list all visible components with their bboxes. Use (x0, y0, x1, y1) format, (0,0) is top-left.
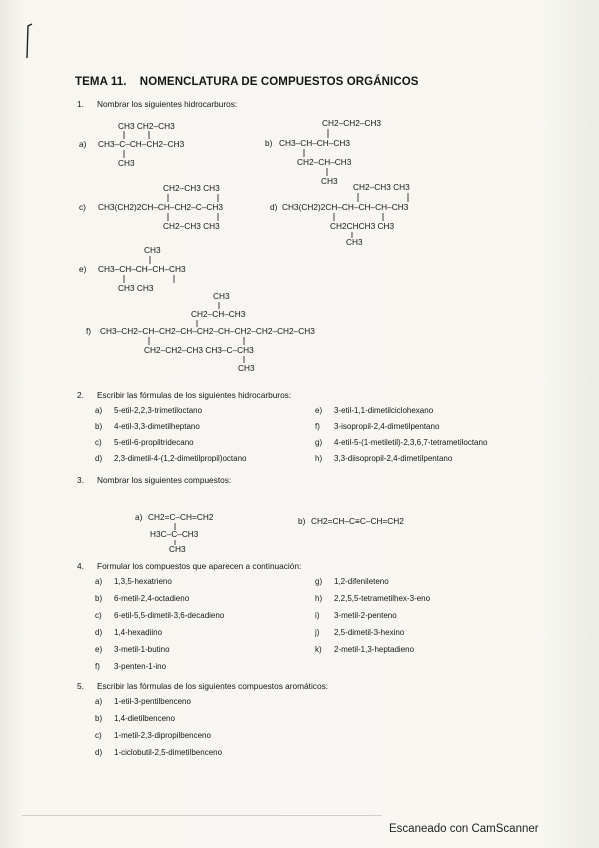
formula-3a (135, 512, 214, 554)
item-label: d) (95, 748, 103, 757)
item-label: a) (95, 697, 103, 706)
item-text: 4-etil-5-(1-metiletil)-2,3,6,7-tetrametiloctano (334, 438, 488, 447)
formula-bottom: CH2–CH2–CH3 CH3–C–CH3 (144, 345, 254, 355)
formula-main: CH3(CH2)2CH–CH–CH–CH–CH3 (282, 202, 409, 212)
item-label: f) (315, 422, 320, 431)
title-text: NOMENCLATURA DE COMPUESTOS ORGÁNICOS (139, 76, 419, 88)
item-label: c) (95, 731, 102, 740)
formula-side: H3C–C–CH3 (150, 529, 199, 539)
formula-1b (265, 118, 381, 186)
item-text: 3,3-diisopropil-2,4-dimetilpentano (334, 454, 453, 463)
item-text: 2,5-dimetil-3-hexino (334, 628, 405, 637)
formula-top2: CH2–CH–CH3 (191, 309, 246, 319)
item-text: 1-ciclobutil-2,5-dimetilbenceno (114, 748, 223, 757)
formula-label: b) (298, 516, 306, 526)
item-text: 3-etil-1,1-dimetilciclohexano (334, 406, 434, 415)
item-text: 5-etil-6-propiltridecano (114, 438, 194, 447)
item-label: g) (315, 438, 323, 447)
formula-main: CH3–CH2–CH–CH2–CH–CH2–CH–CH2–CH2–CH2–CH3 (100, 326, 315, 336)
item-text: 1,4-dietilbenceno (114, 714, 175, 723)
formula-label: c) (79, 202, 86, 212)
item-text: 1,4-hexadiino (114, 628, 163, 637)
item-label: k) (315, 645, 322, 654)
question-text: Formular los compuestos que aparecen a continuación: (97, 561, 302, 571)
question-number: 3. (77, 475, 84, 485)
formula-label: d) (270, 202, 278, 212)
item-text: 3-penten-1-ino (114, 662, 167, 671)
item-label: i) (315, 611, 320, 620)
formula-bottom: CH3 (321, 176, 338, 186)
item-text: 5-etil-2,2,3-trimetiloctano (114, 406, 203, 415)
formula-main: CH3(CH2)2CH–CH–CH2–C–CH3 (98, 202, 223, 212)
formula-top: CH3 (144, 245, 161, 255)
title-number: TEMA 11. (75, 76, 127, 88)
formula-top: CH2–CH2–CH3 (322, 118, 382, 128)
item-label: j) (315, 628, 320, 637)
question-number: 4. (77, 561, 84, 571)
item-label: b) (95, 714, 103, 723)
formula-1f (86, 291, 315, 373)
item-text: 2-metil-1,3-heptadieno (334, 645, 415, 654)
question-text: Escribir las fórmulas de los siguientes hidrocarburos: (97, 390, 292, 400)
item-text: 1-etil-3-pentilbenceno (114, 697, 191, 706)
formula-main: CH3–CH–CH–CH3 (279, 138, 351, 148)
item-text: 3-metil-1-butino (114, 645, 170, 654)
item-text: 4-etil-3,3-dimetilheptano (114, 422, 200, 431)
item-label: h) (315, 454, 323, 463)
formula-label: a) (79, 139, 87, 149)
item-label: e) (315, 406, 323, 415)
formula-bottom: CH3 (118, 158, 135, 168)
formula-label: f) (86, 326, 92, 336)
formula-1c (79, 183, 223, 231)
question-text: Nombrar los siguientes compuestos: (97, 475, 232, 485)
formula-main: CH2=C–CH=CH2 (148, 512, 214, 522)
formula-bottom2: CH3 (346, 237, 363, 247)
question-number: 5. (77, 681, 84, 691)
item-text: 6-metil-2,4-octadieno (114, 594, 190, 603)
scan-edge-line (22, 815, 382, 816)
item-label: b) (95, 422, 103, 431)
item-label: g) (315, 577, 323, 586)
item-text: 6-etil-5,5-dimetil-3,6-decadieno (114, 611, 225, 620)
formula-main: CH2=CH–C≡C–CH=CH2 (311, 516, 404, 526)
formula-1a (79, 121, 185, 168)
item-label: a) (95, 577, 103, 586)
item-text: 3-metil-2-penteno (334, 611, 397, 620)
formula-top: CH2–CH3 CH3 (353, 182, 410, 192)
item-label: c) (95, 611, 102, 620)
item-label: a) (95, 406, 103, 415)
formula-mid: CH2–CH–CH3 (297, 157, 352, 167)
item-label: d) (95, 628, 103, 637)
item-text: 1,3,5-hexatrieno (114, 577, 172, 586)
formula-top: CH2–CH3 CH3 (163, 183, 220, 193)
item-label: d) (95, 454, 103, 463)
formula-bottom: CH3 CH3 (118, 283, 154, 293)
item-label: f) (95, 662, 100, 671)
scanner-watermark: Escaneado con CamScanner (389, 823, 539, 835)
item-text: 1,2-difenileteno (334, 577, 389, 586)
formula-bottom: CH2–CH3 CH3 (163, 221, 220, 231)
question-text: Nombrar los siguientes hidrocarburos: (97, 99, 238, 109)
question-text: Escribir las fórmulas de los siguientes compuestos aromáticos: (97, 681, 329, 691)
item-label: b) (95, 594, 103, 603)
formula-bottom: CH2CHCH3 CH3 (330, 221, 395, 231)
item-text: 1-metil-2,3-dipropilbenceno (114, 731, 211, 740)
formula-3b (298, 516, 404, 526)
formula-top: CH3 CH2–CH3 (118, 121, 175, 131)
formula-bottom: CH3 (169, 544, 186, 554)
question-number: 2. (77, 390, 84, 400)
formula-top: CH3 (213, 291, 230, 301)
formula-main: CH3–C–CH–CH2–CH3 (98, 139, 185, 149)
formula-label: e) (79, 264, 87, 274)
formula-1e (79, 245, 186, 293)
item-label: c) (95, 438, 102, 447)
item-text: 2,3-dimetil-4-(1,2-dimetilpropil)octano (114, 454, 247, 463)
formula-main: CH3–CH–CH–CH–CH3 (98, 264, 186, 274)
item-text: 3-isopropil-2,4-dimetilpentano (334, 422, 440, 431)
question-number: 1. (77, 99, 84, 109)
formula-bottom2: CH3 (238, 363, 255, 373)
item-label: e) (95, 645, 103, 654)
formula-label: b) (265, 138, 273, 148)
item-label: h) (315, 594, 323, 603)
item-text: 2,2,5,5-tetrametilhex-3-eno (334, 594, 431, 603)
formula-1d (270, 182, 410, 247)
formula-label: a) (135, 512, 143, 522)
